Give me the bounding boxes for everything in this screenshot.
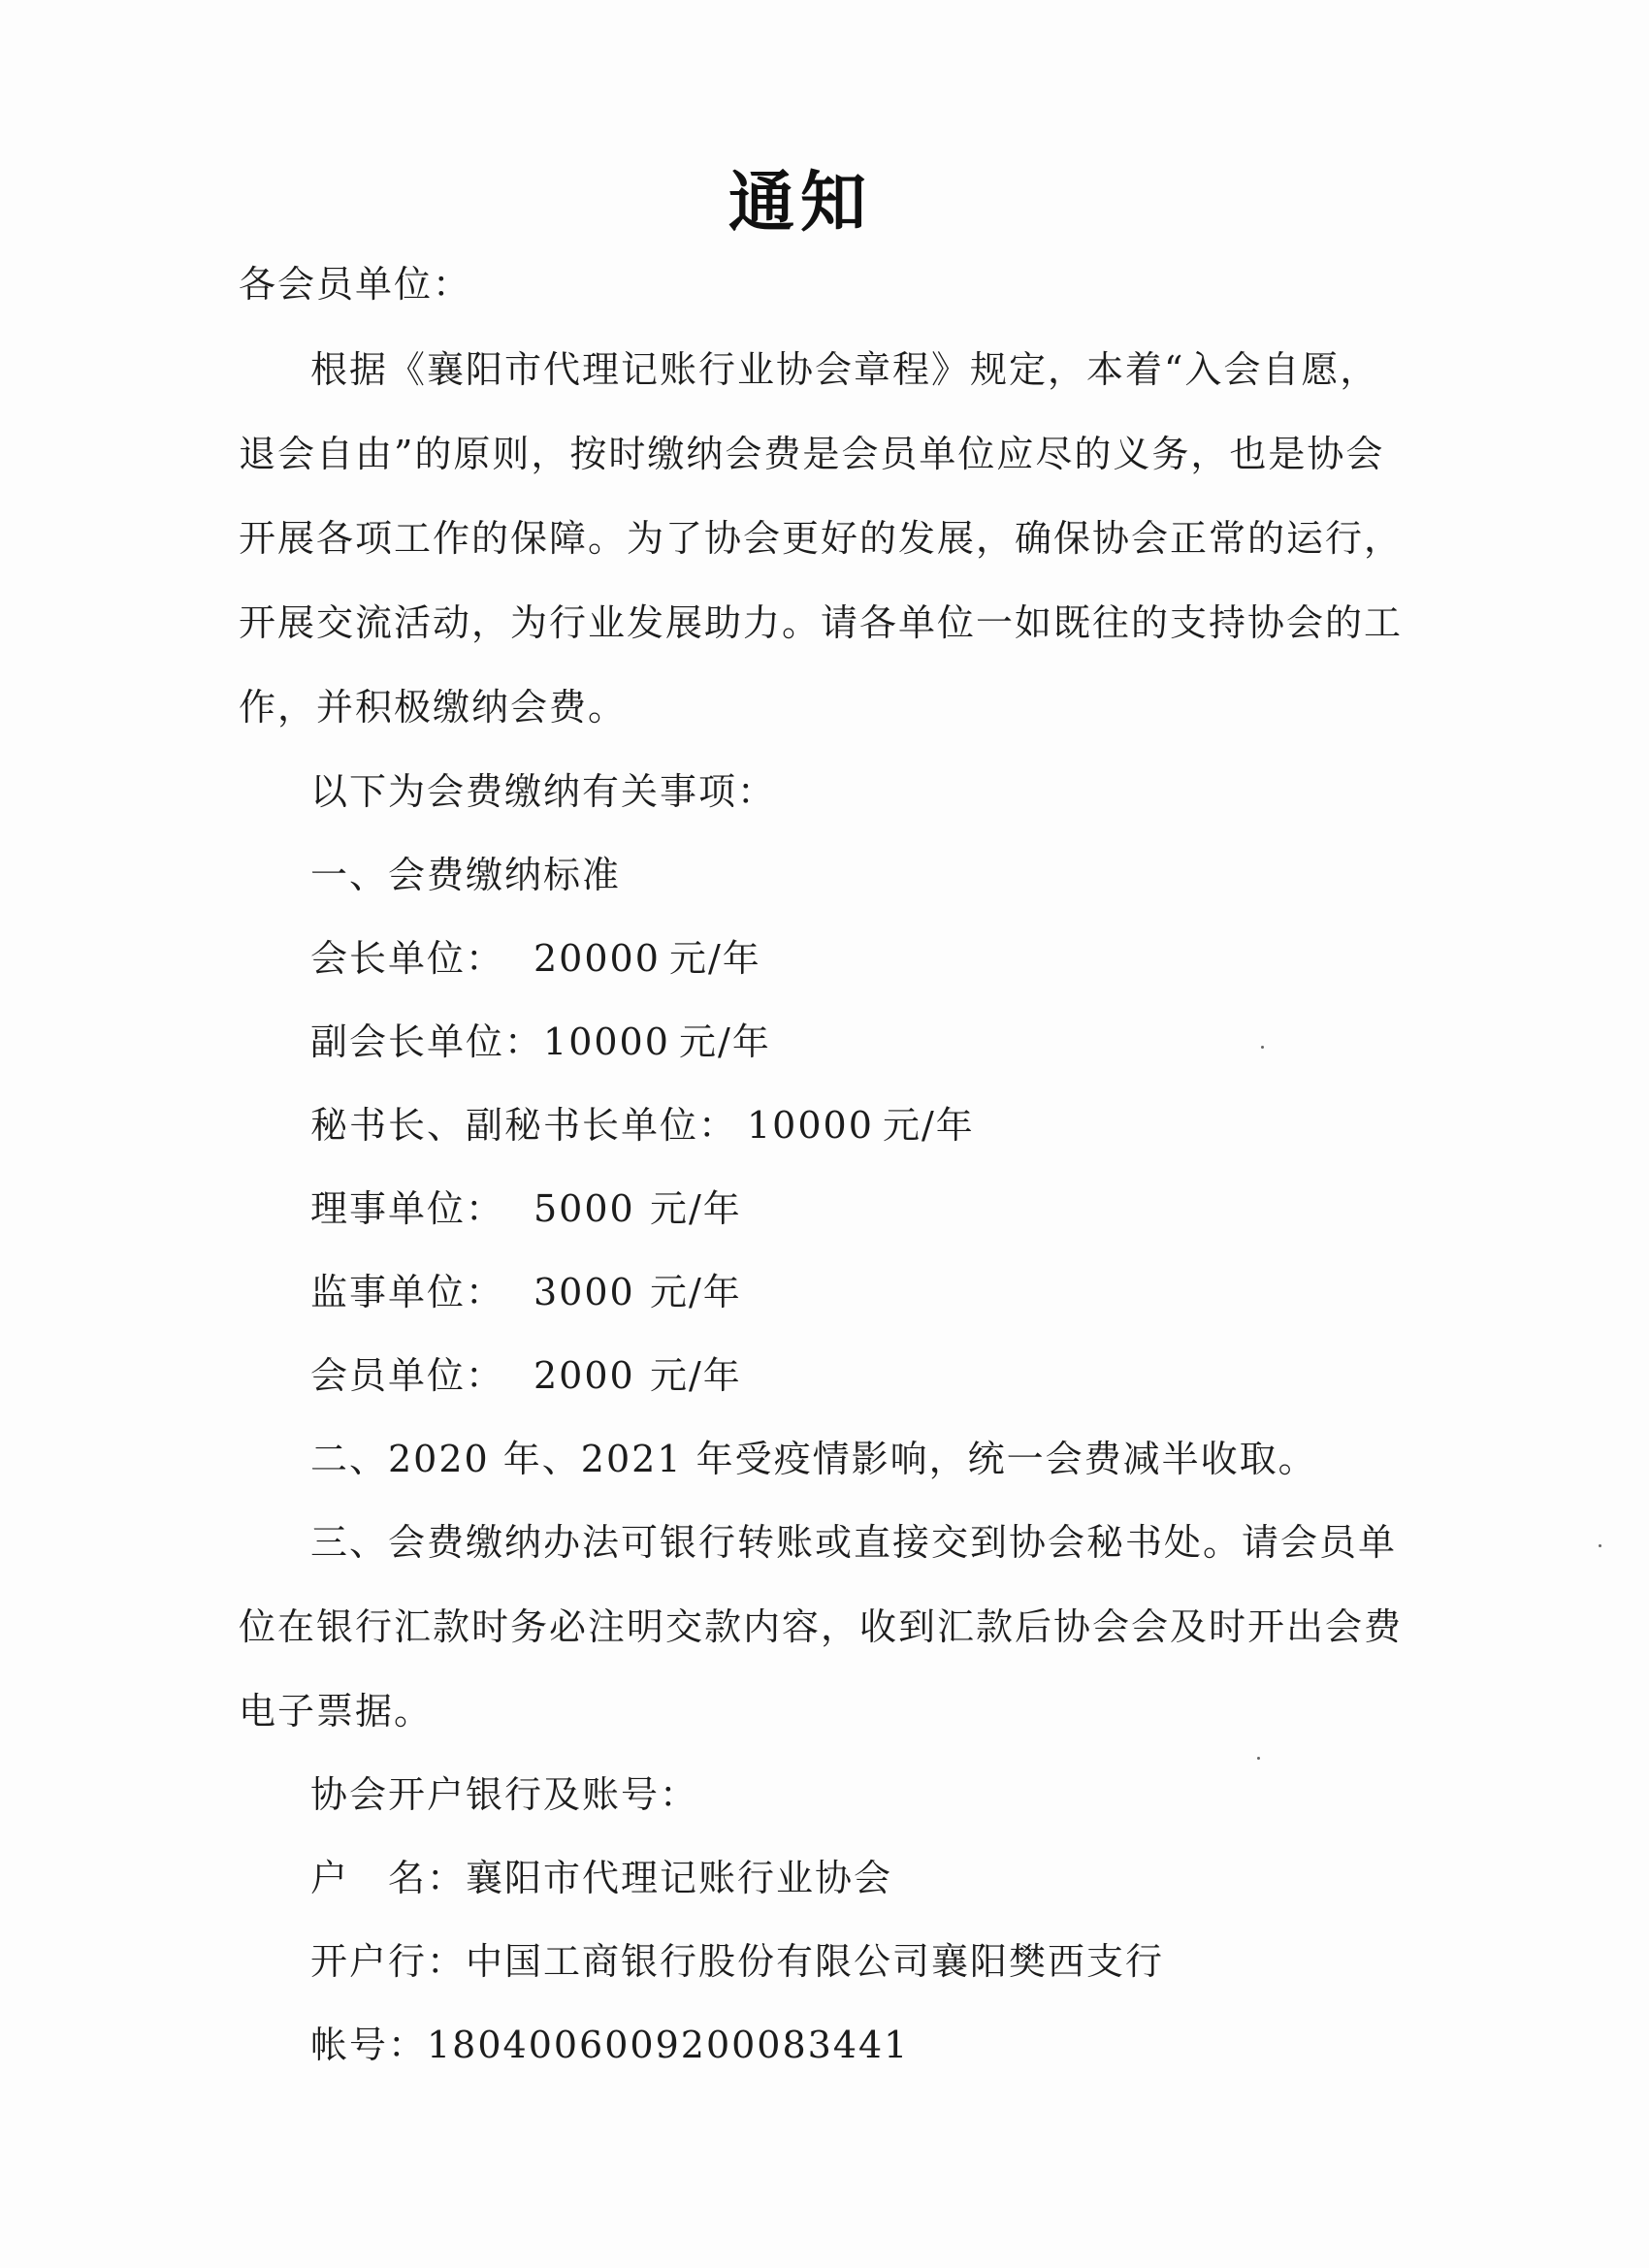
fee-row-president [310,928,761,982]
bank-heading: 协会开户银行及账号： [310,1773,699,1816]
fee-amount: 20000 [534,937,661,980]
fee-unit: 元/年 [679,1021,771,1063]
fee-unit: 元/年 [650,1354,742,1397]
intro-line: 根据《襄阳市代理记账行业协会章程》规定，本着“入会自愿， [310,348,1379,391]
fee-label: 副会长单位： [310,1021,544,1063]
fee-row-supervisor [310,1262,742,1315]
scan-speck [1261,1046,1264,1049]
section1-heading: 一、会费缴纳标准 [310,854,622,896]
fee-label: 会员单位： [310,1354,505,1397]
fee-amount: 10000 [543,1021,670,1063]
account-number: 帐号：1804006009200083441 [310,2024,910,2066]
fee-row-vice-president [310,1012,771,1065]
fee-amount: 10000 [747,1104,874,1147]
intro-line: 退会自由”的原则，按时缴纳会费是会员单位应尽的义务，也是协会 [239,433,1385,475]
account-name: 户 名：襄阳市代理记账行业协会 [310,1857,893,1899]
section3-line: 三、会费缴纳办法可银行转账或直接交到协会秘书处。请会员单 [310,1521,1398,1564]
fee-row-member [310,1345,742,1399]
fee-amount: 3000 [534,1271,635,1313]
scan-speck [1599,1544,1601,1547]
notice-title: 通知 [728,164,872,242]
bank-name: 开户行：中国工商银行股份有限公司襄阳樊西支行 [310,1940,1165,1983]
fee-label: 理事单位： [310,1187,505,1230]
salutation: 各会员单位： [239,263,472,306]
intro-line: 开展各项工作的保障。为了协会更好的发展，确保协会正常的运行， [239,517,1404,560]
fee-unit: 元/年 [650,1187,742,1230]
fee-unit: 元/年 [883,1104,975,1147]
fee-row-director [310,1179,742,1232]
section3-line: 位在银行汇款时务必注明交款内容，收到汇款后协会会及时开出会费 [239,1605,1404,1648]
section3-line: 电子票据。 [239,1690,434,1733]
fee-unit: 元/年 [669,937,761,980]
matters-intro: 以下为会费缴纳有关事项： [310,770,777,813]
fee-amount: 2000 [534,1354,635,1397]
scan-speck [1257,1757,1260,1760]
fee-unit: 元/年 [650,1271,742,1313]
intro-line: 开展交流活动，为行业发展助力。请各单位一如既往的支持协会的工 [239,601,1404,644]
fee-label: 监事单位： [310,1271,505,1313]
fee-label: 秘书长、副秘书长单位： [310,1104,738,1147]
fee-label: 会长单位： [310,937,505,980]
intro-line: 作，并积极缴纳会费。 [239,686,628,729]
section2: 二、2020 年、2021 年受疫情影响，统一会费减半收取。 [310,1438,1317,1480]
fee-row-secretary-general [310,1095,975,1149]
fee-amount: 5000 [534,1187,635,1230]
